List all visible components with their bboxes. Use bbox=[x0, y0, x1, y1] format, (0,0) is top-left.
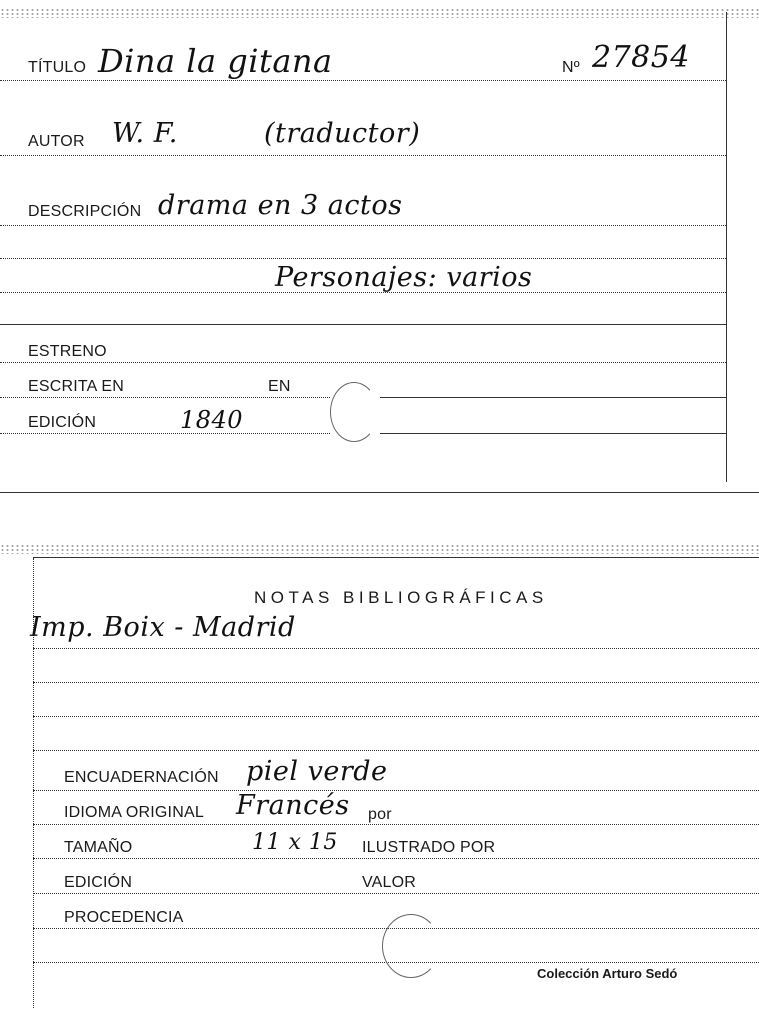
edition-value: 1840 bbox=[180, 406, 244, 434]
size-value: 11 x 15 bbox=[252, 830, 338, 855]
written-in-label: EN bbox=[268, 378, 291, 395]
notes-value: Imp. Boix - Madrid bbox=[30, 612, 296, 643]
written-rule-left bbox=[0, 397, 330, 398]
title-label: TÍTULO bbox=[28, 59, 87, 76]
description-rule-2 bbox=[0, 258, 726, 259]
notes-rule-4 bbox=[33, 750, 759, 751]
card-top-edge bbox=[0, 544, 759, 554]
description-value: drama en 3 actos bbox=[158, 190, 403, 221]
collection-label: Colección Arturo Sedó bbox=[537, 966, 678, 981]
binding-rule bbox=[33, 790, 759, 791]
number-value: 27854 bbox=[592, 40, 690, 75]
notes-rule-3 bbox=[33, 716, 759, 717]
written-rule-right bbox=[380, 397, 726, 398]
card-cut-line bbox=[0, 492, 759, 493]
characters-value: Personajes: varios bbox=[275, 262, 533, 293]
punch-hole bbox=[330, 382, 378, 442]
premiere-rule bbox=[0, 362, 726, 363]
catalog-card-bottom bbox=[0, 540, 759, 1028]
notes-heading: NOTAS BIBLIOGRÁFICAS bbox=[254, 588, 548, 607]
binding-label: ENCUADERNACIÓN bbox=[64, 769, 219, 786]
language-label: IDIOMA ORIGINAL bbox=[64, 804, 204, 821]
illustrated-label: ILUSTRADO POR bbox=[362, 839, 496, 856]
premiere-label: ESTRENO bbox=[28, 343, 107, 360]
punch-hole-2 bbox=[382, 914, 440, 978]
by-label: por bbox=[368, 806, 392, 823]
author-label: AUTOR bbox=[28, 133, 85, 150]
size-label: TAMAÑO bbox=[64, 839, 133, 856]
edition-rule-2 bbox=[33, 893, 759, 894]
title-value: Dina la gitana bbox=[98, 42, 333, 80]
card-top-edge bbox=[0, 8, 759, 18]
author-note: (traductor) bbox=[264, 118, 421, 149]
description-rule-1 bbox=[0, 225, 726, 226]
value-label: VALOR bbox=[362, 874, 417, 891]
provenance-label: PROCEDENCIA bbox=[64, 909, 184, 926]
notes-rule-2 bbox=[33, 682, 759, 683]
author-rule bbox=[0, 155, 726, 156]
edition-rule-left bbox=[0, 433, 330, 434]
written-label: ESCRITA EN bbox=[28, 378, 124, 395]
description-label: DESCRIPCIÓN bbox=[28, 203, 142, 220]
author-value: W. F. bbox=[112, 118, 178, 149]
card-right-border bbox=[726, 12, 727, 482]
binding-value: piel verde bbox=[246, 756, 388, 787]
card-top-rule bbox=[33, 557, 759, 558]
language-value: Francés bbox=[236, 790, 350, 821]
notes-rule-1 bbox=[33, 648, 759, 649]
catalog-card-top bbox=[0, 0, 759, 495]
description-rule-4 bbox=[0, 324, 726, 325]
language-rule bbox=[33, 824, 759, 825]
edition-label-2: EDICIÓN bbox=[64, 874, 133, 891]
number-label: Nº bbox=[562, 59, 580, 76]
title-rule bbox=[0, 80, 726, 81]
edition-label: EDICIÓN bbox=[28, 414, 97, 431]
description-rule-3 bbox=[0, 292, 726, 293]
size-rule bbox=[33, 858, 759, 859]
edition-rule-right bbox=[380, 433, 726, 434]
